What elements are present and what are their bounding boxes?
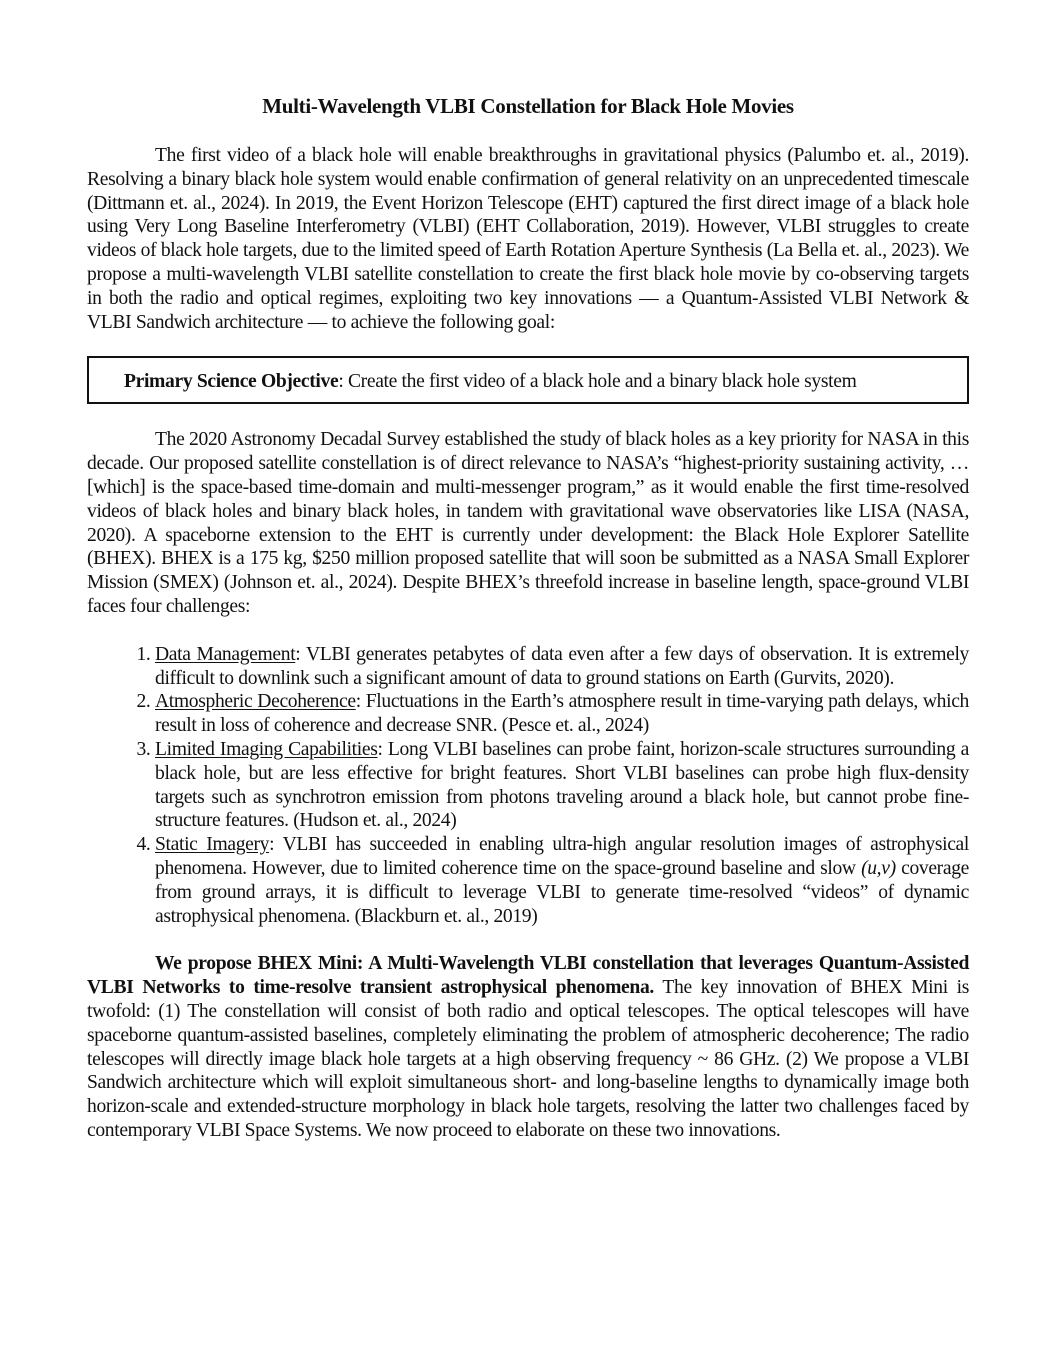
challenge-text: : Fluctuations in the Earth’s atmosphere result in time-varying path delays, which result in loss of coherence and decrease SNR. (Pesce et. al., 2024) (155, 691, 970, 737)
challenge-term: Data Management (155, 643, 296, 665)
document-title: Multi-Wavelength VLBI Constellation for Black Hole Movies (262, 94, 794, 118)
proposal-text: The key innovation of BHEX Mini is twofold: (1) The constellation will consist of both radio and optical telescopes. The optical telescopes will have spaceborne quantum-assisted baselines, completely eliminating the problem of atmospheric decoherence; The radio telescopes will directly image black hole targets at a high observing frequency ~ 86 GHz. (2) We propose a VLBI Sandwich architecture which will exploit simultaneous short- and long-baseline lengths to dynamically image both horizon-scale and extended-structure morphology in black hole targets, resolving the latter two challenges faced by contemporary VLBI Space Systems. We now proceed to elaborate on these two innovations. (87, 977, 969, 1141)
objective-text: : Create the first video of a black hole and a binary black hole system (338, 371, 857, 393)
intro-paragraph: The first video of a black hole will enable breakthroughs in gravitational physics (Palumbo et. al., 2019). Resolving a binary black hole system would enable confirmation of general relativity on an unprecedented timescale (Dittmann et. al., 2024). In 2019, the Event Horizon Telescope (EHT) captured the first direct image of a black hole using Very Long Baseline Interferometry (VLBI) (EHT Collaboration, 2019). However, VLBI struggles to create videos of black hole targets, due to the limited speed of Earth Rotation Aperture Synthesis (La Bella et. al., 2023). We propose a multi-wavelength VLBI satellite constellation to create the first black hole movie by co-observing targets in both the radio and optical regimes, exploiting two key innovations — a Quantum-Assisted VLBI Network & VLBI Sandwich architecture — to achieve the following goal: (87, 145, 969, 333)
objective-label: Primary Science Objective (124, 371, 339, 393)
list-item (155, 738, 969, 833)
objective-box (87, 356, 969, 404)
challenge-term: Atmospheric Decoherence (155, 691, 356, 713)
list-item (155, 643, 969, 691)
challenge-term: Limited Imaging Capabilities (155, 738, 378, 760)
document-page (87, 92, 969, 1143)
list-item (155, 833, 969, 928)
proposal-bold: We propose BHEX Mini: A Multi-Wavelength VLBI constellation that leverages Quantum-Assisted VLBI Networks to time-resolve transient astrophysical phenomena. (87, 953, 969, 999)
uv-coverage-term: (u,v) (861, 857, 896, 879)
challenge-term: Static Imagery (155, 834, 270, 856)
proposal-paragraph (87, 952, 969, 1142)
challenge-text: coverage from ground arrays, it is difficult to leverage VLBI to generate time-resolved “videos” of dynamic astrophysical phenomena. (Blackburn et. al., 2019) (155, 857, 969, 927)
challenge-text: : VLBI has succeeded in enabling ultra-high angular resolution images of astrophysical phenomena. However, due to limited coherence time on the space-ground baseline and slow (155, 834, 969, 879)
list-item (155, 690, 969, 738)
challenge-text: : Long VLBI baselines can probe faint, horizon-scale structures surrounding a black hole, but are less effective for bright features. Short VLBI baselines can probe high flux-density targets such as synchrotron emission from photons traveling around a black hole, but cannot probe fine-structure features. (Hudson et. al., 2024) (155, 738, 969, 832)
context-paragraph: The 2020 Astronomy Decadal Survey established the study of black holes as a key priority for NASA in this decade. Our proposed satellite constellation is of direct relevance to NASA’s “highest-priority sustaining activity, … [which] is the space-based time-domain and multi-messenger program,” as it would enable the first time-resolved videos of black holes and binary black holes, in tandem with gravitational wave observatories like LISA (NASA, 2020). A spaceborne extension to the EHT is currently under development: the Black Hole Explorer Satellite (BHEX). BHEX is a 175 kg, $250 million proposed satellite that will soon be submitted as a NASA Small Explorer Mission (SMEX) (Johnson et. al., 2024). Despite BHEX’s threefold increase in baseline length, space-ground VLBI faces four challenges: (87, 429, 969, 617)
challenges-list (87, 643, 969, 929)
challenge-text: : VLBI generates petabytes of data even after a few days of observation. It is extremely difficult to downlink such a significant amount of data to ground stations on Earth (Gurvits, 2020). (155, 643, 970, 689)
